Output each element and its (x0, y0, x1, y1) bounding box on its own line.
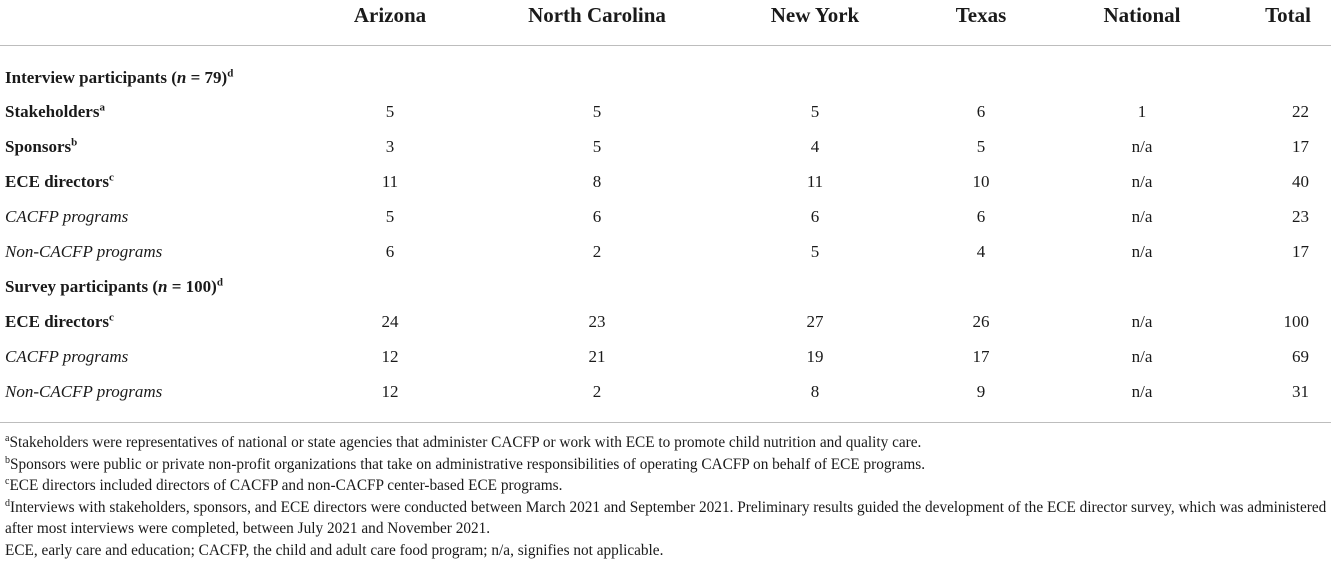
cell-total: 17 (1292, 137, 1309, 156)
footnote-a (5, 432, 1327, 454)
footnote-mark: a (5, 432, 10, 444)
footnote-d (5, 497, 1327, 540)
section-heading (0, 62, 1331, 96)
cell-texas: 10 (972, 172, 990, 191)
section-title: Survey participants ( (5, 277, 158, 296)
table-row (0, 96, 1331, 130)
cell-texas: 9 (976, 382, 986, 401)
n-value: = 79) (186, 68, 228, 87)
cell-new-york: 27 (806, 312, 824, 331)
cell-texas: 6 (976, 102, 986, 121)
row-label: Non-CACFP programs (5, 382, 163, 401)
row-label: Stakeholders (5, 102, 100, 121)
cell-new-york: 4 (810, 137, 820, 156)
cell-new-york: 19 (806, 347, 824, 366)
cell-new-york: 5 (810, 242, 820, 261)
cell-arizona: 12 (381, 382, 399, 401)
cell-texas: 4 (976, 242, 986, 261)
cell-total: 17 (1292, 242, 1309, 261)
cell-new-york: 5 (810, 102, 820, 121)
cell-national: n/a (1131, 312, 1153, 331)
cell-north-carolina: 5 (592, 102, 602, 121)
column-header-north-carolina: North Carolina (528, 3, 666, 27)
column-header-national: National (1103, 3, 1181, 27)
row-label: CACFP programs (5, 207, 129, 226)
column-header-texas: Texas (955, 3, 1007, 27)
cell-total: 40 (1292, 172, 1309, 191)
table-row (0, 306, 1331, 340)
cell-national: n/a (1131, 242, 1153, 261)
cell-north-carolina: 2 (592, 382, 602, 401)
row-label: Non-CACFP programs (5, 242, 163, 261)
cell-north-carolina: 6 (592, 207, 602, 226)
cell-north-carolina: 8 (592, 172, 602, 191)
column-header-new-york: New York (770, 3, 860, 27)
row-label: Sponsors (5, 137, 72, 156)
footnote-mark: a (99, 101, 105, 114)
table-row (0, 166, 1331, 200)
cell-total: 31 (1292, 382, 1309, 401)
table-row (0, 236, 1331, 270)
footnote-text: Interviews with stakeholders, sponsors, and ECE directors were conducted between March 2021 and September 2021. Preliminary results guided the development of the ECE director survey, which was administered after most interviews were completed, between July 2021 and November 2021. (5, 498, 1327, 537)
footnote-mark: d (216, 276, 223, 289)
cell-new-york: 8 (810, 382, 820, 401)
footnote-c (5, 475, 1327, 497)
header-divider (0, 45, 1331, 46)
cell-total: 69 (1292, 347, 1309, 366)
cell-national: n/a (1131, 382, 1153, 401)
footnote-mark: b (71, 136, 78, 149)
footnote-b (5, 454, 1327, 476)
cell-national: n/a (1131, 137, 1153, 156)
table-header (0, 0, 1331, 40)
cell-arizona: 5 (385, 102, 395, 121)
row-label: ECE directors (5, 172, 110, 191)
cell-arizona: 11 (381, 172, 399, 191)
cell-national: n/a (1131, 347, 1153, 366)
n-label: n (176, 68, 187, 87)
table-row (0, 131, 1331, 165)
cell-arizona: 5 (385, 207, 395, 226)
footnote-mark: b (5, 454, 10, 466)
cell-national: 1 (1137, 102, 1147, 121)
cell-arizona: 3 (385, 137, 395, 156)
cell-arizona: 24 (381, 312, 399, 331)
footnote-text: Stakeholders were representatives of national or state agencies that administer CACFP or work with ECE to promote child nutrition and quality care. (9, 434, 922, 451)
cell-north-carolina: 5 (592, 137, 602, 156)
table-row (0, 341, 1331, 375)
cell-arizona: 6 (385, 242, 395, 261)
cell-new-york: 6 (810, 207, 820, 226)
footnote-text: Sponsors were public or private non-profit organizations that take on administrative responsibilities of operating CACFP on behalf of ECE programs. (10, 455, 926, 473)
table-row (0, 201, 1331, 235)
column-header-arizona: Arizona (353, 3, 427, 27)
cell-total: 23 (1292, 207, 1309, 226)
footnote-mark: c (109, 171, 114, 184)
cell-texas: 26 (972, 312, 990, 331)
cell-total: 100 (1283, 312, 1309, 331)
row-label: ECE directors (5, 312, 110, 331)
cell-texas: 6 (976, 207, 986, 226)
cell-national: n/a (1131, 172, 1153, 191)
table-row (0, 376, 1331, 410)
n-label: n (158, 277, 168, 296)
abbreviations-note: ECE, early care and education; CACFP, the child and adult care food program; n/a, signifies not applicable. (5, 541, 664, 559)
cell-north-carolina: 23 (588, 312, 606, 331)
footnote-mark: c (5, 475, 10, 487)
table-footnotes (5, 432, 1327, 561)
cell-texas: 5 (976, 137, 986, 156)
cell-national: n/a (1131, 207, 1153, 226)
table-bottom-rule (0, 422, 1331, 423)
n-value: = 100) (167, 277, 217, 296)
cell-new-york: 11 (806, 172, 824, 191)
cell-arizona: 12 (381, 347, 399, 366)
footnote-mark: d (5, 497, 10, 509)
section-heading (0, 271, 1331, 305)
cell-north-carolina: 2 (592, 242, 602, 261)
column-header-total: Total (1265, 3, 1311, 27)
footnote-text: ECE directors included directors of CACFP and non-CACFP center-based ECE programs. (9, 477, 563, 494)
footnote-mark: d (227, 67, 234, 80)
row-label: CACFP programs (5, 347, 129, 366)
cell-texas: 17 (972, 347, 990, 366)
footnote-mark: c (109, 311, 114, 324)
cell-total: 22 (1292, 102, 1309, 121)
cell-north-carolina: 21 (588, 347, 606, 366)
section-title: Interview participants ( (5, 68, 177, 87)
